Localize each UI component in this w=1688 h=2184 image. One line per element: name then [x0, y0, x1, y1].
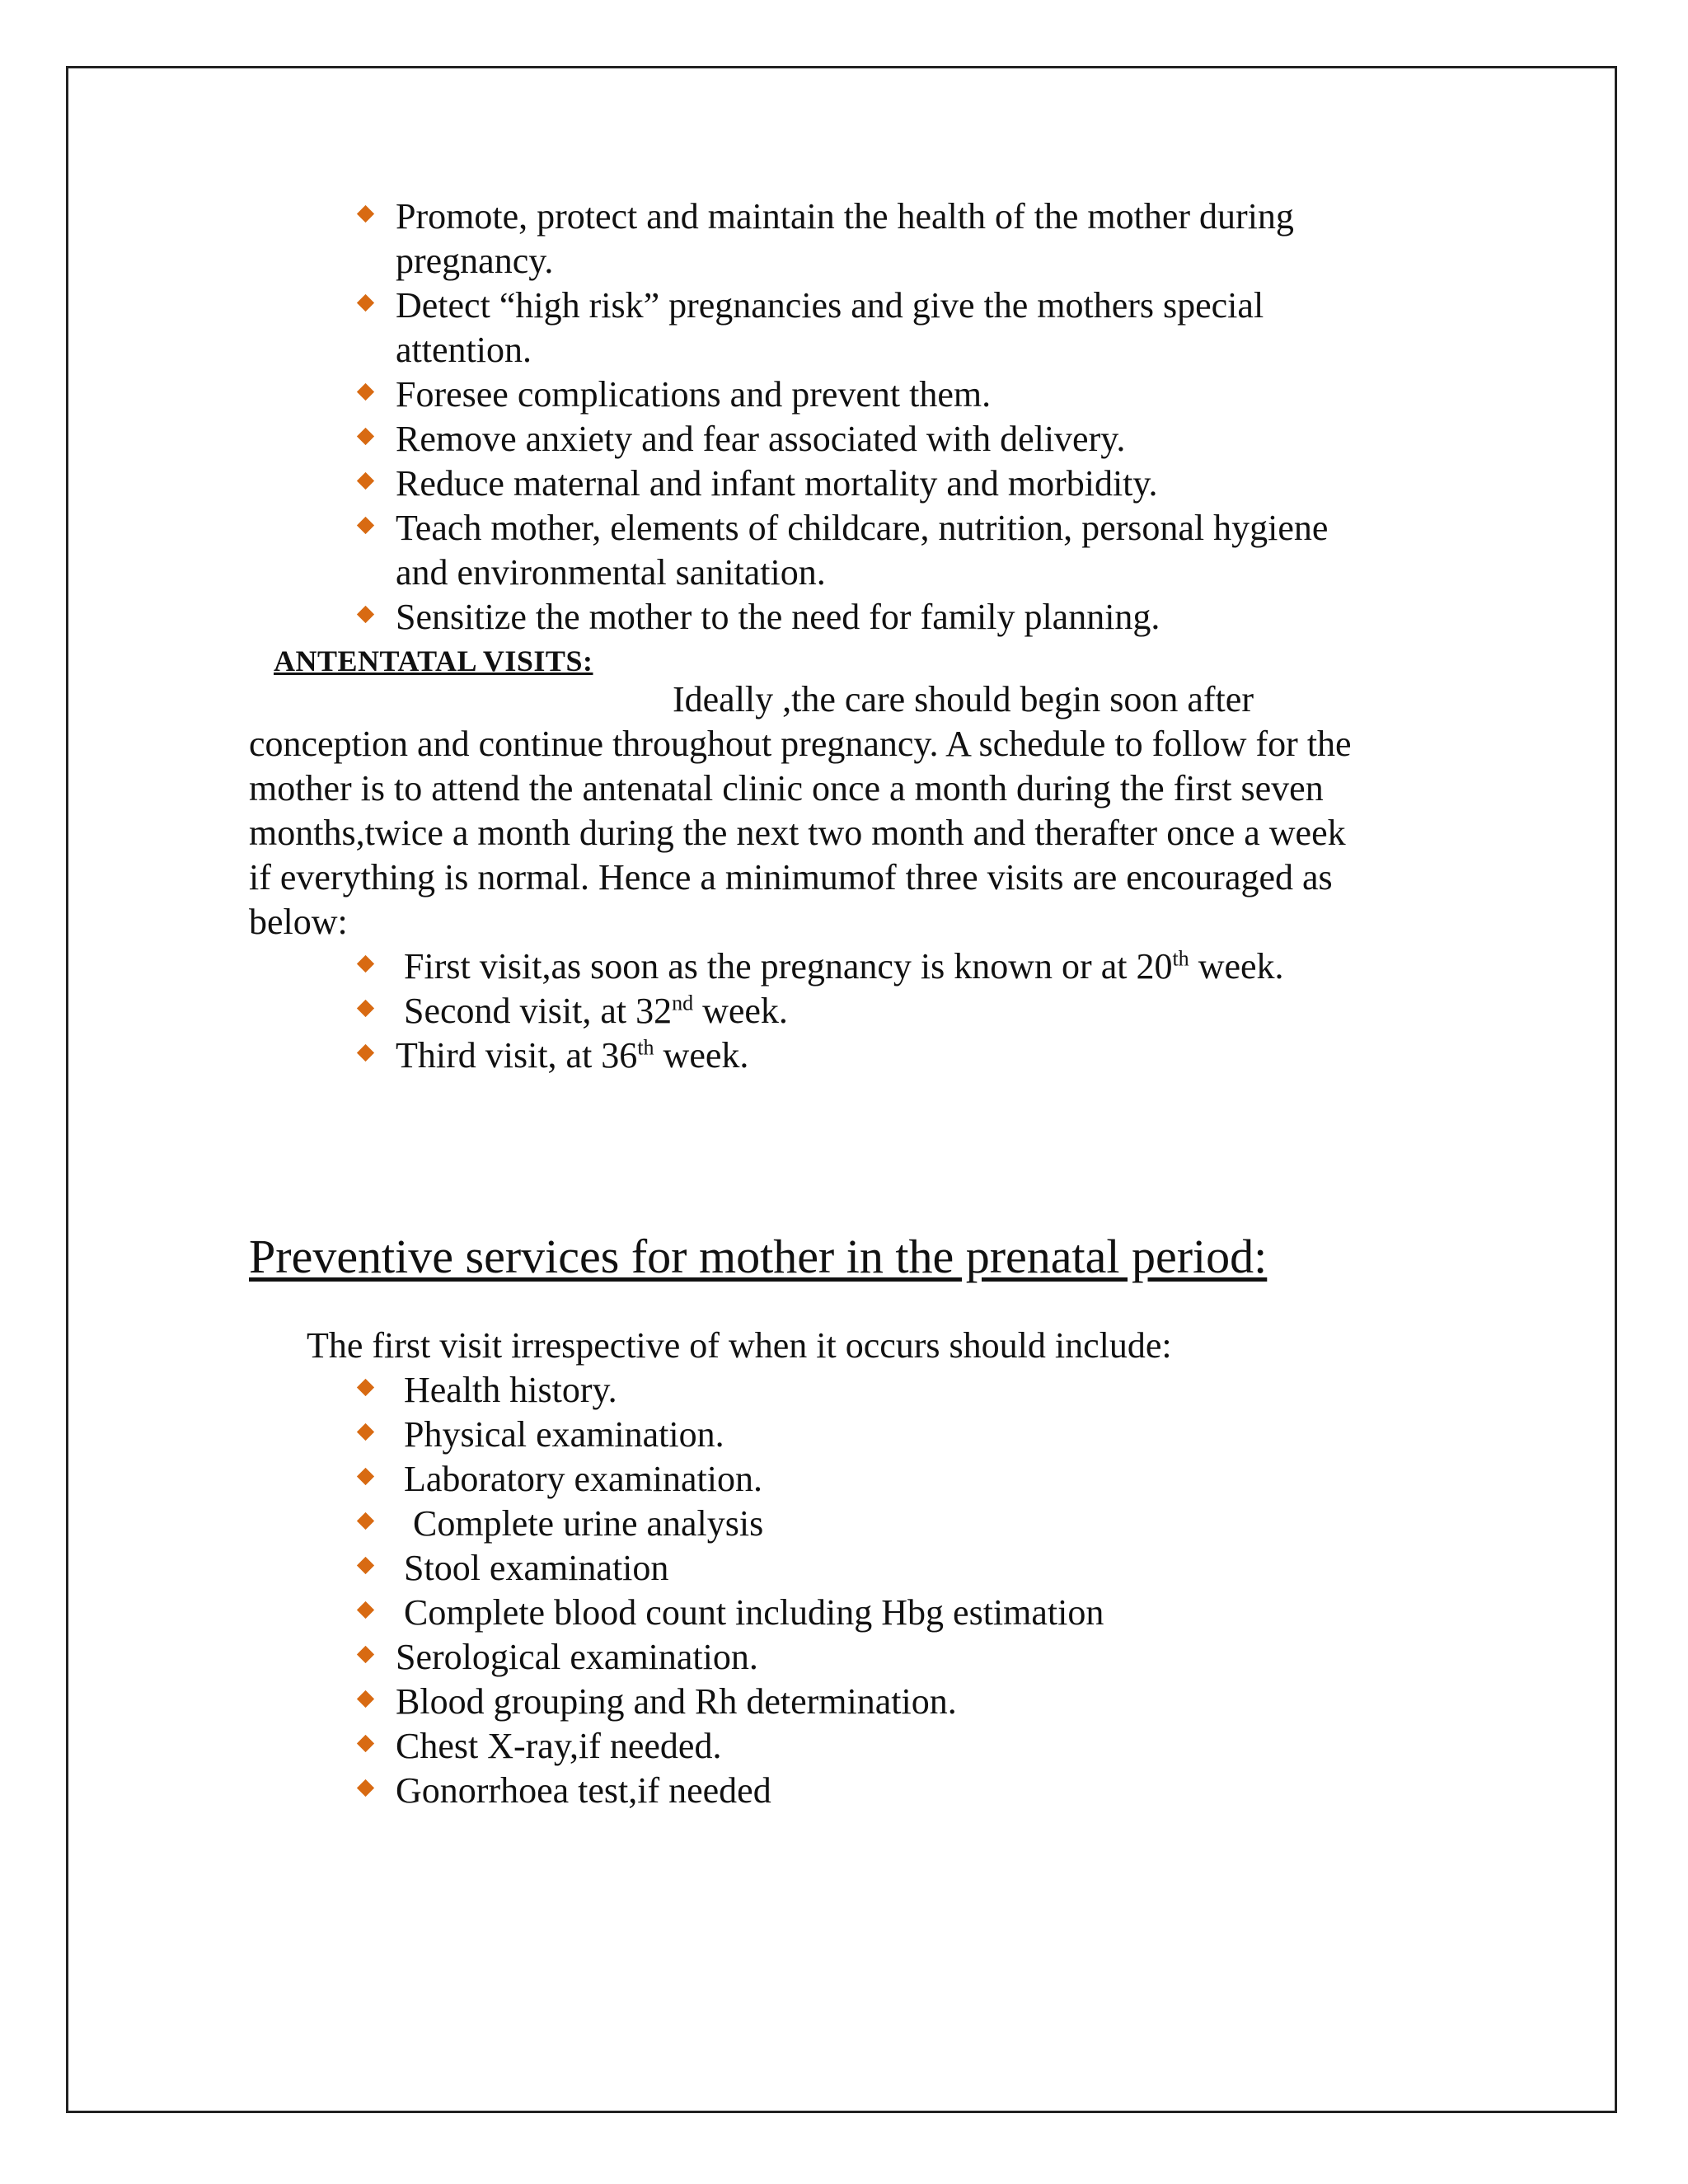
list-item-label: Complete urine analysis — [404, 1503, 764, 1544]
list-item — [356, 944, 1444, 989]
diamond-bullet-icon — [357, 1512, 374, 1530]
diamond-bullet-icon — [357, 1601, 374, 1619]
list-item-label: Physical examination. — [404, 1414, 724, 1455]
list-item-line: Foresee complications and prevent them. — [396, 374, 992, 415]
list-item-label: Health history. — [404, 1370, 617, 1410]
diamond-bullet-icon — [357, 472, 374, 490]
preventive-intro: The first visit irrespective of when it occurs should include: — [307, 1325, 1172, 1366]
section-label-antenatal-visits: ANTENTATAL VISITS: — [274, 644, 593, 677]
list-item-label: Serological examination. — [396, 1637, 758, 1677]
list-item — [356, 1368, 1444, 1413]
list-item-line: Sensitize the mother to the need for family planning. — [396, 597, 1160, 637]
list-item — [356, 1680, 1444, 1724]
diamond-bullet-icon — [357, 1690, 374, 1708]
diamond-bullet-icon — [357, 205, 374, 223]
preventive-services-list — [356, 1368, 1444, 1813]
list-item-line: Remove anxiety and fear associated with delivery. — [396, 419, 1126, 459]
list-item — [356, 595, 1444, 640]
list-item — [356, 1413, 1444, 1457]
list-item — [356, 284, 1444, 373]
diamond-bullet-icon — [357, 1646, 374, 1663]
list-item-line: Detect “high risk” pregnancies and give the mothers special — [396, 285, 1264, 326]
list-item — [356, 1635, 1444, 1680]
diamond-bullet-icon — [357, 1557, 374, 1574]
visit-text-end: week. — [1189, 946, 1284, 987]
list-item-line: attention. — [396, 330, 532, 370]
ordinal-suffix: th — [1172, 946, 1189, 971]
list-item-line: Teach mother, elements of childcare, nutrition, personal hygiene — [396, 508, 1329, 548]
list-item-label: Laboratory examination. — [404, 1459, 762, 1499]
list-item — [356, 989, 1444, 1033]
diamond-bullet-icon — [357, 1379, 374, 1396]
ordinal-suffix: nd — [672, 991, 694, 1015]
visit-text: Second visit, at 32 — [404, 991, 673, 1031]
list-item — [356, 1502, 1444, 1546]
paragraph-line: mother is to attend the antenatal clinic once a month during the first seven — [249, 768, 1324, 808]
list-item-label: Stool examination — [404, 1548, 669, 1588]
diamond-bullet-icon — [357, 1000, 374, 1017]
diamond-bullet-icon — [357, 428, 374, 445]
ordinal-suffix: th — [637, 1035, 654, 1060]
list-item — [356, 1033, 1444, 1078]
list-item — [356, 1591, 1444, 1635]
antenatal-paragraph — [249, 677, 1452, 944]
diamond-bullet-icon — [357, 955, 374, 972]
visits-list — [356, 944, 1444, 1078]
list-item-label: Gonorrhoea test,if needed — [396, 1770, 771, 1811]
visit-text-end: week. — [693, 991, 788, 1031]
list-item-line: and environmental sanitation. — [396, 552, 826, 593]
diamond-bullet-icon — [357, 517, 374, 534]
visit-text-end: week. — [654, 1035, 749, 1076]
list-item — [356, 1724, 1444, 1769]
list-item — [356, 462, 1444, 506]
paragraph-line: conception and continue throughout pregnancy. A schedule to follow for the — [249, 724, 1352, 764]
diamond-bullet-icon — [357, 1779, 374, 1797]
list-item-label: Blood grouping and Rh determination. — [396, 1681, 957, 1722]
list-item-label: Chest X-ray,if needed. — [396, 1726, 722, 1766]
paragraph-line: if everything is normal. Hence a minimumof three visits are encouraged as — [249, 857, 1333, 898]
diamond-bullet-icon — [357, 1735, 374, 1752]
list-item — [356, 1769, 1444, 1813]
list-item-line: Reduce maternal and infant mortality and morbidity. — [396, 463, 1158, 504]
goals-list — [356, 194, 1444, 640]
list-item — [356, 194, 1444, 284]
visit-text: Third visit, at 36 — [396, 1035, 638, 1076]
diamond-bullet-icon — [357, 1468, 374, 1485]
list-item — [356, 1546, 1444, 1591]
list-item-label: Complete blood count including Hbg estimation — [404, 1592, 1104, 1633]
list-item — [356, 373, 1444, 417]
list-item — [356, 417, 1444, 462]
diamond-bullet-icon — [357, 1044, 374, 1062]
visit-text: First visit,as soon as the pregnancy is known or at 20 — [404, 946, 1173, 987]
section-heading-preventive-services: Preventive services for mother in the prenatal period: — [249, 1230, 1268, 1283]
list-item-line: pregnancy. — [396, 241, 554, 281]
paragraph-line: months,twice a month during the next two month and therafter once a week — [249, 813, 1346, 853]
list-item-line: Promote, protect and maintain the health of the mother during — [396, 196, 1294, 237]
diamond-bullet-icon — [357, 294, 374, 312]
paragraph-line: Ideally ,the care should begin soon after — [673, 679, 1254, 719]
list-item — [356, 1457, 1444, 1502]
diamond-bullet-icon — [357, 1423, 374, 1441]
paragraph-line: below: — [249, 902, 348, 942]
list-item — [356, 506, 1444, 595]
diamond-bullet-icon — [357, 383, 374, 401]
diamond-bullet-icon — [357, 606, 374, 623]
